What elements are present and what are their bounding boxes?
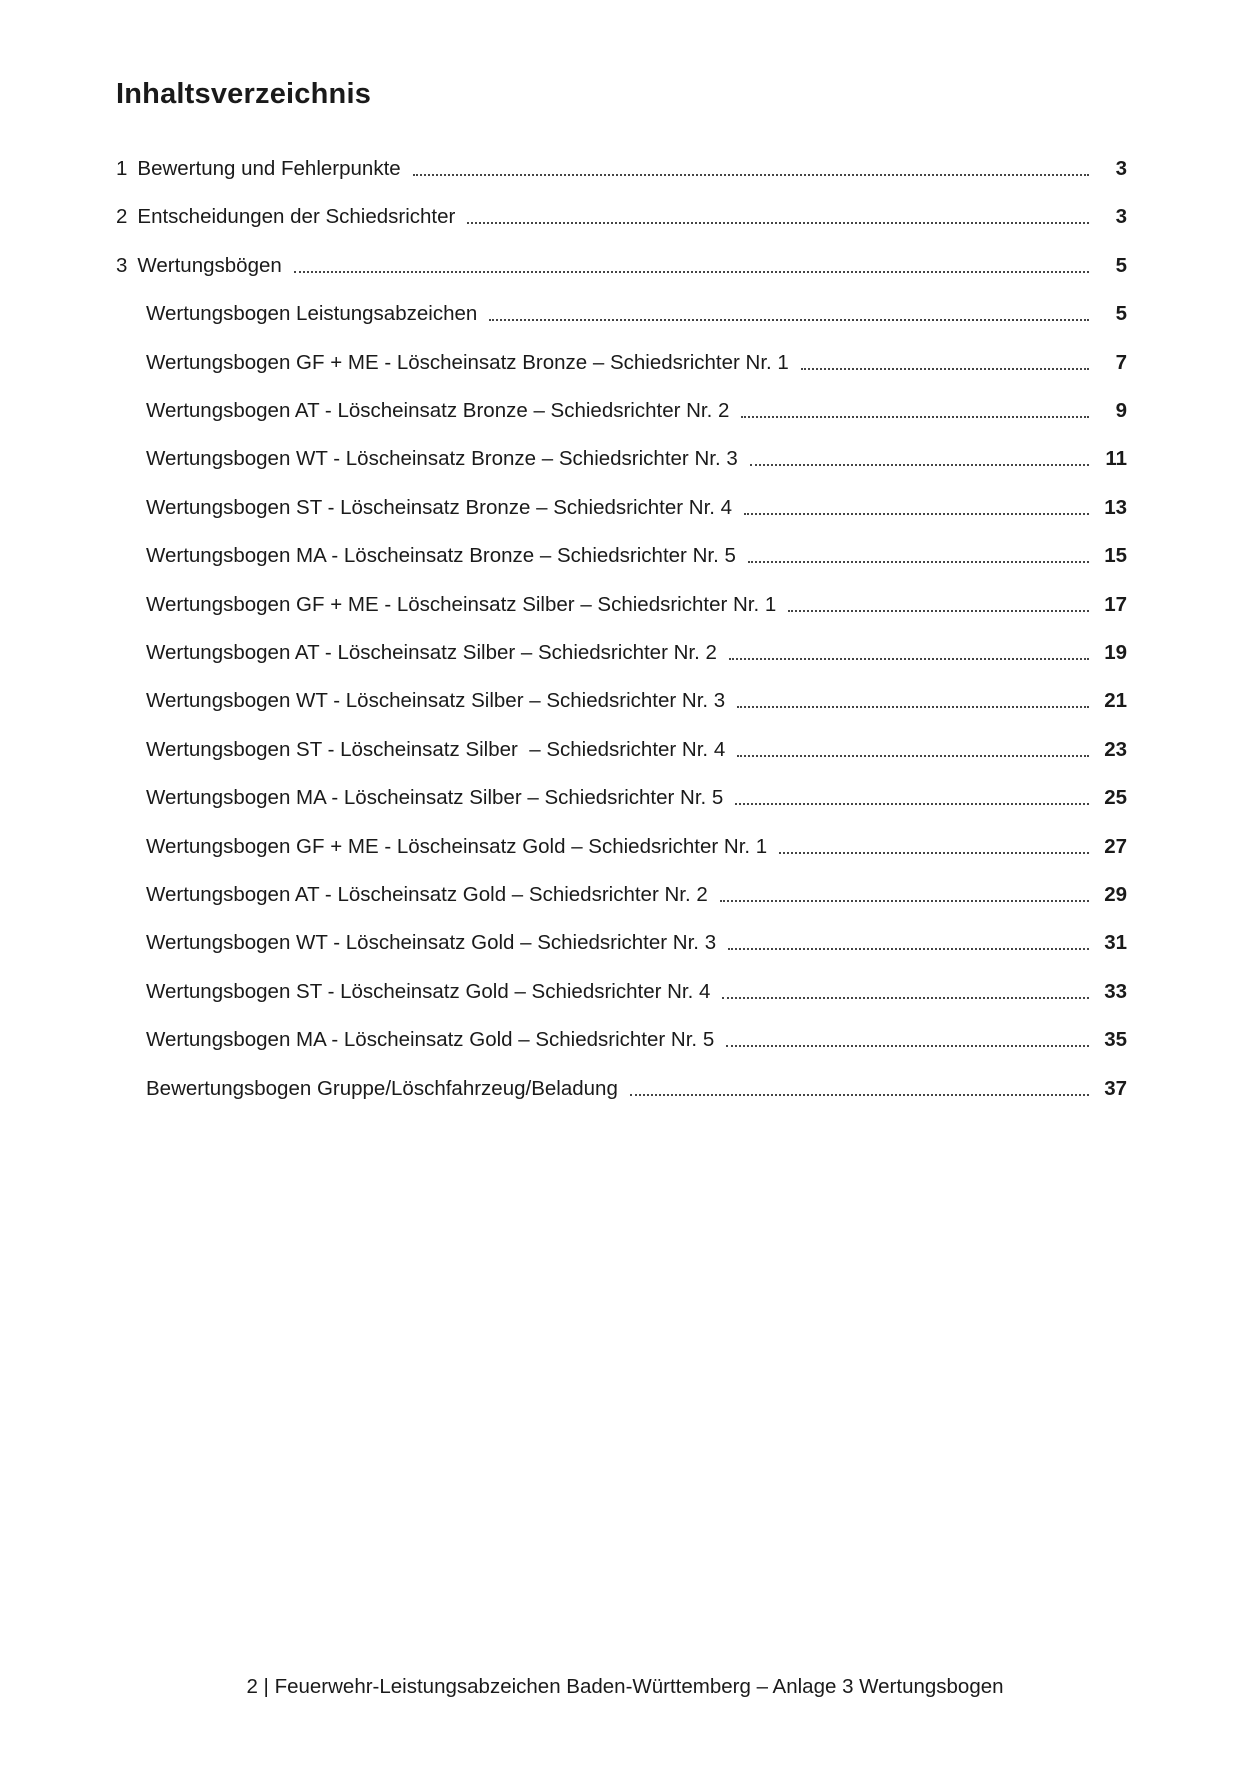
toc-page-number: 37	[1104, 1076, 1127, 1100]
toc-page-number: 17	[1104, 592, 1127, 616]
toc-subentry[interactable]	[146, 1054, 1127, 1102]
toc-page-number: 33	[1104, 979, 1127, 1003]
page-footer: 2 | Feuerwehr-Leistungsabzeichen Baden-Württemberg – Anlage 3 Wertungsbogen	[246, 1675, 1004, 1698]
toc-page-number: 25	[1104, 786, 1127, 810]
toc-page-number: 5	[1115, 302, 1127, 326]
toc-entry-label: Wertungsbogen ST - Löscheinsatz Silber – Schiedsrichter Nr. 4	[146, 737, 726, 761]
toc-entry-number: 1	[116, 157, 128, 180]
toc-subentry[interactable]	[146, 376, 1127, 424]
toc-dot-leader	[294, 271, 1089, 273]
toc-entry-label: Wertungsbogen WT - Löscheinsatz Bronze – Schiedsrichter Nr. 3	[146, 447, 738, 471]
toc-subentry[interactable]	[146, 424, 1127, 472]
toc-entry-label: Wertungsbögen	[137, 253, 282, 277]
toc-subentry[interactable]	[146, 763, 1127, 811]
toc-dot-leader	[735, 803, 1089, 805]
toc-entry-label: Bewertungsbogen Gruppe/Löschfahrzeug/Beladung	[146, 1076, 618, 1100]
toc-dot-leader	[801, 368, 1089, 370]
toc-subentry[interactable]	[146, 812, 1127, 860]
toc-dot-leader	[729, 658, 1089, 660]
toc-page-number: 23	[1104, 737, 1127, 761]
toc-dot-leader	[788, 610, 1089, 612]
toc-page-number: 3	[1115, 205, 1127, 229]
toc-subentry[interactable]	[146, 570, 1127, 618]
toc-page-number: 3	[1115, 157, 1127, 180]
toc-page-number: 5	[1115, 253, 1127, 277]
toc-page-number: 13	[1104, 495, 1127, 519]
toc-entry-label: Wertungsbogen AT - Löscheinsatz Silber – Schiedsrichter Nr. 2	[146, 641, 717, 664]
toc-dot-leader	[720, 900, 1089, 902]
toc-entry-label: Wertungsbogen GF + ME - Löscheinsatz Gold – Schiedsrichter Nr. 1	[146, 834, 768, 858]
toc-page-number: 9	[1115, 399, 1127, 422]
toc-page-number: 31	[1104, 931, 1127, 955]
toc-entry-label: Wertungsbogen MA - Löscheinsatz Bronze – Schiedsrichter Nr. 5	[146, 544, 736, 568]
toc-dot-leader	[748, 561, 1089, 563]
toc-chapter-entry[interactable]	[116, 134, 1127, 182]
toc-chapter-entry[interactable]	[116, 231, 1127, 279]
toc-entry-label: Wertungsbogen GF + ME - Löscheinsatz Bronze – Schiedsrichter Nr. 1	[146, 350, 789, 374]
toc-dot-leader	[726, 1045, 1089, 1047]
toc-entry-label: Wertungsbogen ST - Löscheinsatz Gold – Schiedsrichter Nr. 4	[146, 979, 711, 1003]
toc-entry-label: Entscheidungen der Schiedsrichter	[137, 205, 456, 229]
toc-subentry[interactable]	[146, 279, 1127, 327]
toc-page-number: 27	[1104, 834, 1127, 858]
toc-dot-leader	[413, 174, 1089, 176]
toc-entry-label: Wertungsbogen Leistungsabzeichen	[146, 302, 478, 326]
toc-entry-label: Wertungsbogen AT - Löscheinsatz Gold – Schiedsrichter Nr. 2	[146, 883, 708, 906]
toc-entry-number: 2	[116, 205, 128, 229]
toc-subentry[interactable]	[146, 328, 1127, 376]
toc-page-number: 7	[1115, 350, 1127, 374]
toc-subentry[interactable]	[146, 860, 1127, 908]
toc-page-number: 29	[1104, 883, 1127, 906]
toc-entry-label: Wertungsbogen WT - Löscheinsatz Silber – Schiedsrichter Nr. 3	[146, 689, 726, 713]
toc-page-number: 15	[1104, 544, 1127, 568]
toc-dot-leader	[779, 852, 1089, 854]
toc-subentry[interactable]	[146, 1005, 1127, 1053]
toc-dot-leader	[741, 416, 1089, 418]
toc-dot-leader	[750, 464, 1089, 466]
toc-entry-label: Wertungsbogen AT - Löscheinsatz Bronze – Schiedsrichter Nr. 2	[146, 399, 730, 422]
toc-dot-leader	[728, 948, 1089, 950]
toc-dot-leader	[630, 1094, 1089, 1096]
toc-dot-leader	[722, 997, 1089, 999]
toc-subentry[interactable]	[146, 715, 1127, 763]
toc-entry-label: Wertungsbogen MA - Löscheinsatz Gold – Schiedsrichter Nr. 5	[146, 1028, 715, 1052]
toc-dot-leader	[489, 319, 1089, 321]
toc-dot-leader	[737, 755, 1089, 757]
toc-entry-label: Wertungsbogen WT - Löscheinsatz Gold – Schiedsrichter Nr. 3	[146, 931, 717, 955]
toc-entry-label: Wertungsbogen ST - Löscheinsatz Bronze – Schiedsrichter Nr. 4	[146, 495, 733, 519]
toc-subentry[interactable]	[146, 618, 1127, 666]
toc-page-number: 35	[1104, 1028, 1127, 1052]
toc-dot-leader	[744, 513, 1089, 515]
toc-page-number: 21	[1104, 689, 1127, 713]
toc-entry-number: 3	[116, 253, 128, 277]
toc-entry-label: Wertungsbogen MA - Löscheinsatz Silber – Schiedsrichter Nr. 5	[146, 786, 724, 810]
toc-entry-label: Wertungsbogen GF + ME - Löscheinsatz Silber – Schiedsrichter Nr. 1	[146, 592, 777, 616]
toc-subentry[interactable]	[146, 473, 1127, 521]
toc-subentry[interactable]	[146, 521, 1127, 569]
toc-page-number: 11	[1105, 447, 1127, 471]
toc-dot-leader	[737, 706, 1089, 708]
toc-subentry[interactable]	[146, 666, 1127, 714]
toc-dot-leader	[467, 222, 1089, 224]
page-title: Inhaltsverzeichnis	[116, 78, 372, 110]
toc-subentry[interactable]	[146, 957, 1127, 1005]
toc-subentry[interactable]	[146, 908, 1127, 956]
toc-chapter-entry[interactable]	[116, 182, 1127, 230]
toc-page-number: 19	[1104, 641, 1127, 664]
toc-entry-label: Bewertung und Fehlerpunkte	[137, 157, 401, 180]
